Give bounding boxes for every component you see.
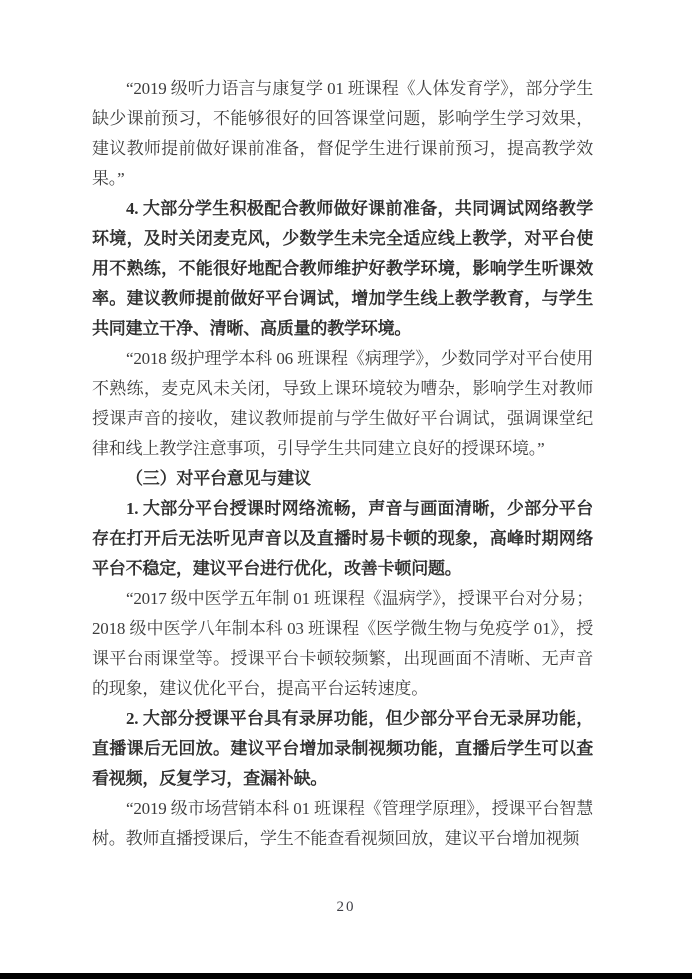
paragraph-quote-pathology: “2018 级护理学本科 06 班课程《病理学》，少数同学对平台使用不熟练，麦克风未关闭，导致上课环境较为嘈杂，影响学生对教师授课声音的接收，建议教师提前与学生做好平台调试，强调课堂纪律和线上教学注意事项，引导学生共同建立良好的授课环境。”	[92, 349, 593, 458]
scan-edge-artifact	[0, 973, 692, 979]
paragraph-item-4-student-preparation: 4. 大部分学生积极配合教师做好课前准备，共同调试网络教学环境，及时关闭麦克风，少数学生未完全适应线上教学，对平台使用不熟练，不能很好地配合教师维护好教学环境，影响学生听课效率。建议教师提前做好平台调试，增加学生线上教学教育，与学生共同建立干净、清晰、高质量的教学环境。	[92, 199, 593, 338]
section-heading-platform-feedback: （三）对平台意见与建议	[126, 469, 311, 488]
page-number: 20	[336, 899, 356, 915]
paragraph-quote-human-development: “2019 级听力语言与康复学 01 班课程《人体发育学》，部分学生缺少课前预习，不能够很好的回答课堂问题，影响学生学习效果，建议教师提前做好课前准备，督促学生进行课前预习，提高教学效果。”	[92, 79, 593, 188]
paragraph-item-2-screen-recording: 2. 大部分授课平台具有录屏功能，但少部分平台无录屏功能，直播课后无回放。建议平台增加录制视频功能，直播后学生可以查看视频，反复学习，查漏补缺。	[92, 709, 593, 788]
text-block	[92, 74, 593, 854]
paragraph-item-1-network-quality: 1. 大部分平台授课时网络流畅，声音与画面清晰，少部分平台存在打开后无法听见声音以及直播时易卡顿的现象，高峰时期网络平台不稳定，建议平台进行优化，改善卡顿问题。	[92, 499, 593, 578]
paragraph-quote-febrile-disease: “2017 级中医学五年制 01 班课程《温病学》，授课平台对分易；2018 级中医学八年制本科 03 班课程《医学微生物与免疫学 01》，授课平台雨课堂等。授课平台卡顿较频繁，出现画面不清晰、无声音的现象，建议优化平台，提高平台运转速度。	[92, 589, 593, 698]
paragraph-quote-management-principles: “2019 级市场营销本科 01 班课程《管理学原理》，授课平台智慧树。教师直播授课后，学生不能查看视频回放，建议平台增加视频	[92, 799, 593, 848]
